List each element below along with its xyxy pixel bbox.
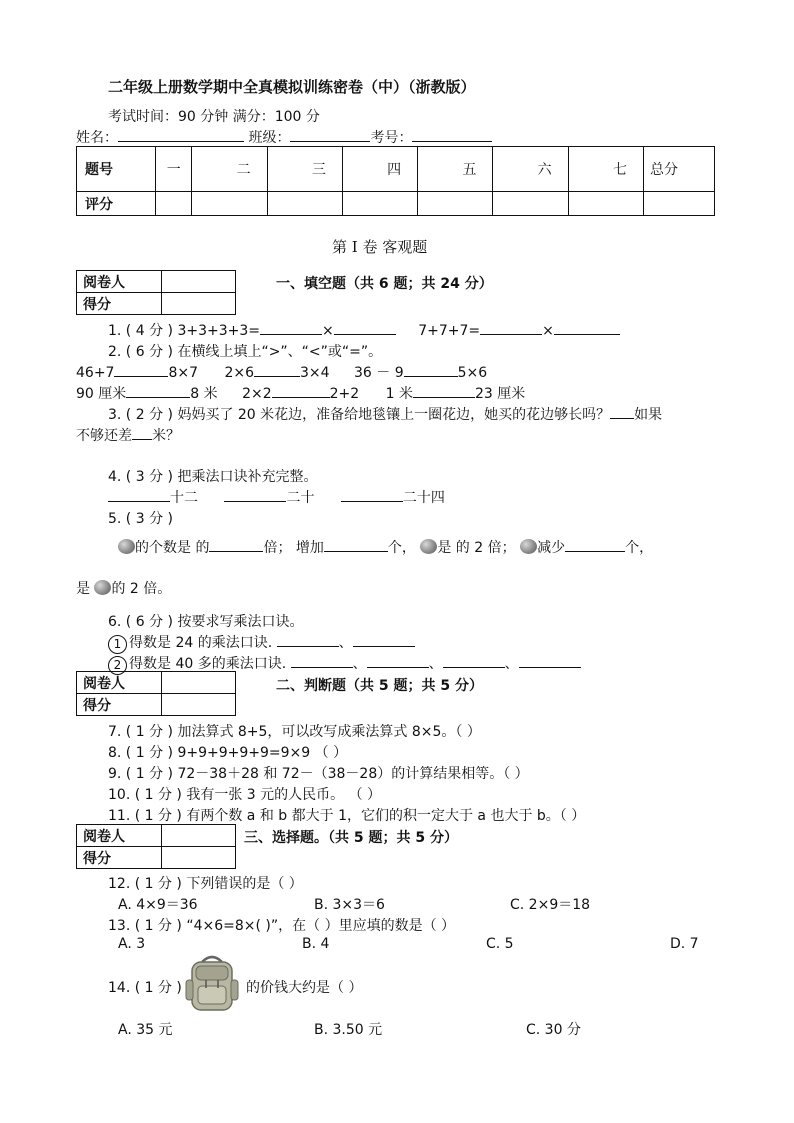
answer-blank[interactable] [554, 321, 620, 335]
score-label: 得分 [77, 847, 162, 869]
question-3-line-2 [76, 425, 180, 445]
score-cell[interactable] [644, 192, 715, 216]
row-label-score: 评分 [77, 192, 156, 216]
answer-blank[interactable] [480, 321, 542, 335]
option-12-c[interactable]: C. 2×9＝18 [510, 897, 591, 913]
q2-item: 2×2 [242, 386, 272, 402]
q5-c: 个， [387, 540, 416, 556]
times-sign: × [322, 323, 334, 339]
col-5: 五 [418, 147, 493, 192]
question-10: 10. ( 1 分 ) 我有一张 3 元的人民币。 （ ） [108, 787, 382, 803]
q2-item: 90 厘米 [76, 386, 127, 402]
option-13-d[interactable]: D. 7 [670, 936, 699, 952]
separator: 、 [352, 656, 367, 672]
nut-icon [118, 539, 135, 554]
answer-blank[interactable] [224, 488, 286, 502]
col-2: 二 [192, 147, 267, 192]
question-13: 13. ( 1 分 ) “4×6=8×( )”，在（ ）里应填的数是（ ） [108, 918, 456, 934]
q2-item: 23 厘米 [474, 386, 526, 402]
q2-item: 5×6 [457, 365, 488, 381]
option-13-c[interactable]: C. 5 [486, 936, 514, 952]
answer-blank[interactable] [519, 654, 581, 668]
question-11: 11. ( 1 分 ) 有两个数 a 和 b 都大于 1，它们的积一定大于 a 也大于 b。（ ） [108, 808, 586, 824]
option-13-b[interactable]: B. 4 [302, 936, 330, 952]
question-4: 4. ( 3 分 ) 把乘法口诀补充完整。 [108, 469, 318, 485]
section-3-title: 三、选择题。（共 5 题；共 5 分） [244, 830, 458, 846]
answer-blank[interactable] [367, 654, 429, 668]
separator: 、 [338, 635, 353, 651]
answer-blank[interactable] [108, 488, 170, 502]
col-3: 三 [267, 147, 342, 192]
option-14-a[interactable]: A. 35 元 [118, 1022, 173, 1038]
answer-blank[interactable] [404, 363, 458, 377]
answer-blank[interactable] [443, 654, 505, 668]
q5-f: 个， [625, 540, 654, 556]
question-5-line-2 [76, 578, 171, 598]
score-cell[interactable] [192, 192, 267, 216]
q4-item: 十二 [170, 490, 198, 506]
grader-box-2 [76, 671, 236, 716]
answer-blank[interactable] [341, 488, 403, 502]
q2-item: 8×7 [168, 365, 198, 381]
score-cell[interactable] [418, 192, 493, 216]
score-cell[interactable] [156, 192, 192, 216]
name-label: 姓名： [76, 130, 118, 146]
q5-g-suffix: 的 2 倍。 [111, 581, 172, 597]
option-14-b[interactable]: B. 3.50 元 [314, 1022, 383, 1038]
question-14-prefix: 14. ( 1 分 ) [108, 980, 182, 996]
answer-blank[interactable] [413, 384, 475, 398]
answer-blank[interactable] [272, 384, 330, 398]
grader-box-1 [76, 270, 236, 315]
section-2-title: 二、判断题（共 5 题；共 5 分） [276, 678, 483, 694]
separator: 、 [428, 656, 443, 672]
number-field[interactable] [412, 128, 492, 142]
q4-item: 二十 [286, 490, 315, 506]
answer-blank[interactable] [610, 405, 634, 419]
q3-text: 3. ( 2 分 ) 妈妈买了 20 米花边，准备给地毯镶上一圈花边，她买的花边够长吗？ [108, 407, 611, 423]
grader-label: 阅卷人 [77, 672, 162, 694]
q5-e: 减少 [537, 540, 566, 556]
q2-item: 46+7 [76, 365, 115, 381]
score-cell[interactable] [162, 293, 236, 315]
student-info-line [76, 127, 492, 147]
col-4: 四 [342, 147, 417, 192]
question-4-items [108, 487, 445, 507]
q2-item: 2+2 [329, 386, 360, 402]
question-12: 12. ( 1 分 ) 下列错误的是（ ） [108, 876, 303, 892]
question-2-row-1 [76, 362, 487, 382]
answer-blank[interactable] [334, 321, 396, 335]
col-total: 总分 [644, 147, 715, 192]
score-label: 得分 [77, 694, 162, 716]
score-cell[interactable] [342, 192, 417, 216]
answer-blank[interactable] [260, 321, 322, 335]
score-cell[interactable] [568, 192, 643, 216]
class-label: 班级： [248, 130, 291, 146]
question-6: 6. ( 6 分 ) 按要求写乘法口诀。 [108, 614, 304, 630]
option-14-c[interactable]: C. 30 分 [526, 1022, 581, 1038]
q1-mid: 7+7+7= [418, 323, 481, 339]
q2-item: 1 米 [385, 386, 413, 402]
answer-blank[interactable] [291, 654, 353, 668]
q3-tail: 如果 [634, 407, 663, 423]
question-8: 8. ( 1 分 ) 9+9+9+9+9=9×9 （ ） [108, 745, 348, 761]
answer-blank[interactable] [254, 363, 300, 377]
nut-icon [420, 539, 437, 554]
grader-cell[interactable] [162, 271, 236, 293]
grader-box-3 [76, 824, 236, 869]
answer-blank[interactable] [277, 633, 339, 647]
page-title: 二年级上册数学期中全真模拟训练密卷（中）（浙教版） [108, 78, 476, 96]
answer-blank[interactable] [324, 538, 388, 552]
score-cell[interactable] [493, 192, 568, 216]
q5-b: 倍； 增加 [263, 540, 324, 556]
answer-blank[interactable] [126, 384, 190, 398]
q2-item: 3×4 [300, 365, 330, 381]
option-13-a[interactable]: A. 3 [118, 936, 146, 952]
question-9: 9. ( 1 分 ) 72－38＋28 和 72－（38－28）的计算结果相等。（ ） [108, 766, 529, 782]
q2-item: 2×6 [224, 365, 254, 381]
exam-info: 考试时间：90 分钟 满分：100 分 [108, 109, 320, 125]
q6-s1: 得数是 24 的乘法口诀. [129, 635, 273, 651]
circled-number: 1 [108, 635, 127, 654]
q3-line2b: 米？ [152, 428, 180, 444]
section-1-title: 一、填空题（共 6 题；共 24 分） [276, 276, 493, 292]
grader-cell[interactable] [162, 825, 236, 847]
answer-blank[interactable] [565, 538, 625, 552]
q5-a: 的个数是 的 [135, 540, 210, 556]
q5-g-prefix: 是 [76, 581, 90, 597]
nut-icon [94, 580, 111, 595]
score-table [76, 146, 715, 216]
q2-item: 36 － 9 [354, 365, 404, 381]
option-12-b[interactable]: B. 3×3＝6 [314, 897, 385, 913]
question-5-body [118, 537, 653, 557]
option-12-a[interactable]: A. 4×9＝36 [118, 897, 198, 913]
grader-cell[interactable] [162, 672, 236, 694]
answer-blank[interactable] [132, 426, 152, 440]
grader-label: 阅卷人 [77, 825, 162, 847]
number-label: 考号： [370, 130, 413, 146]
answer-blank[interactable] [114, 363, 168, 377]
question-14-suffix: 的价钱大约是（ ） [246, 980, 363, 996]
score-label: 得分 [77, 293, 162, 315]
answer-blank[interactable] [209, 538, 263, 552]
q1-text: 1. ( 4 分 ) 3+3+3+3= [108, 323, 260, 339]
q5-d: 是 的 2 倍； [437, 540, 516, 556]
times-sign: × [542, 323, 554, 339]
answer-blank[interactable] [353, 633, 415, 647]
class-field[interactable] [290, 128, 370, 142]
question-5: 5. ( 3 分 ) [108, 511, 173, 527]
name-field[interactable] [118, 128, 244, 142]
separator: 、 [504, 656, 519, 672]
part-title: 第 I 卷 客观题 [332, 238, 428, 256]
q6-s2: 得数是 40 多的乘法口诀. [129, 656, 287, 672]
q3-line2a: 不够还差 [76, 428, 132, 444]
col-6: 六 [493, 147, 568, 192]
col-7: 七 [568, 147, 643, 192]
question-7: 7. ( 1 分 ) 加法算式 8+5，可以改写成乘法算式 8×5。（ ） [108, 724, 481, 740]
backpack-icon [184, 952, 240, 1014]
score-cell[interactable] [267, 192, 342, 216]
row-label-number: 题号 [77, 147, 156, 192]
q2-item: 8 米 [190, 386, 218, 402]
question-2: 2. ( 6 分 ) 在横线上填上“>”、“<”或“=”。 [108, 344, 383, 360]
question-2-row-2 [76, 383, 525, 403]
score-cell[interactable] [162, 847, 236, 869]
question-6-sub-1 [108, 632, 415, 654]
question-3 [108, 404, 662, 424]
score-cell[interactable] [162, 694, 236, 716]
grader-label: 阅卷人 [77, 271, 162, 293]
col-1: 一 [156, 147, 192, 192]
q4-item: 二十四 [402, 490, 445, 506]
question-1 [108, 320, 620, 340]
nut-icon [520, 539, 537, 554]
circled-number: 2 [108, 656, 127, 675]
